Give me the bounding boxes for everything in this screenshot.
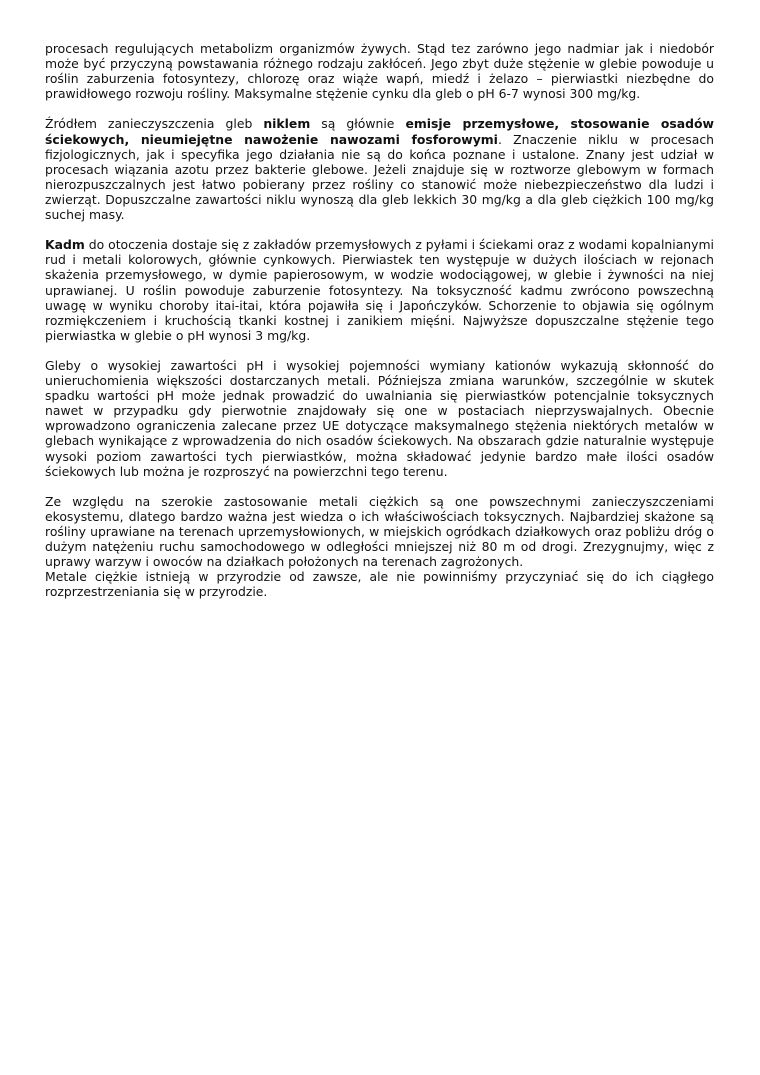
nickel-term: niklem bbox=[263, 116, 311, 132]
paragraph-conclusion: Metale ciężkie istnieją w przyrodzie od zawsze, ale nie powinniśmy przyczyniać się do ich ciągłego rozprzestrzeniania się w przyrodzie. bbox=[45, 569, 714, 600]
paragraph-heavy-metals-usage: Ze względu na szerokie zastosowanie metali ciężkich są one powszechnymi zanieczyszczeniami ekosystemu, dlatego bardzo ważna jest wiedza o ich właściwościach toksycznych. Najbardziej skażone są rośliny uprawiane na terenach uprzemysłowionych, w miejskich ogródkach działkowych oraz pobliżu dróg o dużym natężeniu ruchu samochodowego w odległości mniejszej niż 80 m od drogi. Zrezygnujmy, więc z uprawy warzyw i owoców na działkach położonych na terenach zagrożonych. bbox=[45, 493, 714, 570]
paragraph-cadmium bbox=[45, 237, 714, 343]
paragraph-zinc-continuation: procesach regulujących metabolizm organizmów żywych. Stąd tez zarówno jego nadmiar jak i niedobór może być przyczyną powstawania różnego rodzaju zakłóceń. Jego zbyt duże stężenie w glebie powoduje u roślin zaburzenia fotosyntezy, chlorozę oraz wiąże wapń, miedź i żelazo – pierwiastki niezbędne do prawidłowego rozwoju rośliny. Maksymalne stężenie cynku dla gleb o pH 6-7 wynosi 300 mg/kg. bbox=[45, 41, 714, 102]
nickel-sources-emphasis: emisje przemysłowe, stosowanie osadów ściekowych, nieumiejętne nawożenie nawozami fosforowymi bbox=[45, 116, 714, 147]
nickel-body-text: . Znaczenie niklu w procesach fizjologicznych, jak i specyfika jego działania nie są do końca poznane i ustalone. Znany jest udział w procesach wiązania azotu przez bakterie glebowe. Jeżeli znajduje się w roztworze glebowym w formach nierozpuszczalnych jest łatwo pobierany przez rośliny co stanowić może niebezpieczeństwo dla ludzi i zwierząt. Dopuszczalne zawartości niklu wynoszą dla gleb lekkich 30 mg/kg a dla gleb ciężkich 100 mg/kg suchej masy. bbox=[45, 131, 714, 223]
cadmium-body-text: do otoczenia dostaje się z zakładów przemysłowych z pyłami i ściekami oraz z wodami kopalnianymi rud i metali kolorowych, głównie cynkowych. Pierwiastek ten występuje w dużych ilościach w rejonach skażenia przemysłowego, w dymie papierosowym, w wodzie wodociągowej, w glebie i żywności na niej uprawianej. U roślin powoduje zaburzenie fotosyntezy. Na toksyczność kadmu zwrócono powszechną uwagę w wyniku choroby itai-itai, która pojawiła się i Japończyków. Schorzenie to objawia się ogólnym rozmiękczeniem i kruchością tkanki kostnej i zanikiem mięśni. Najwyższe dopuszczalne stężenie tego pierwiastka w glebie o pH wynosi 3 mg/kg. bbox=[45, 237, 714, 343]
nickel-intro-text: Źródłem zanieczyszczenia gleb bbox=[45, 116, 264, 132]
paragraph-nickel bbox=[45, 116, 714, 222]
document-page bbox=[45, 41, 714, 599]
nickel-connector-text: są głównie bbox=[310, 116, 406, 132]
paragraph-soil-ph: Gleby o wysokiej zawartości pH i wysokiej pojemności wymiany kationów wykazują skłonność do unieruchomienia większości dostarczanych metali. Późniejsza zmiana warunków, szczególnie w skutek spadku wartości pH może jednak prowadzić do uwalniania się pierwiastków potencjalnie toksycznych nawet w przypadku gdy pierwotnie znajdowały się one w postaciach nieprzyswajalnych. Obecnie wprowadzono ograniczenia zalecane przez UE dotyczące maksymalnego stężenia niektórych metalów w glebach wynikające z wprowadzenia do nich osadów ściekowych. Na obszarach gdzie naturalnie występuje wysoki poziom zawartości tych pierwiastków, można składować jedynie bardzo małe ilości osadów ściekowych lub można je rozproszyć na powierzchni tego terenu. bbox=[45, 357, 714, 479]
cadmium-term: Kadm bbox=[45, 237, 85, 253]
